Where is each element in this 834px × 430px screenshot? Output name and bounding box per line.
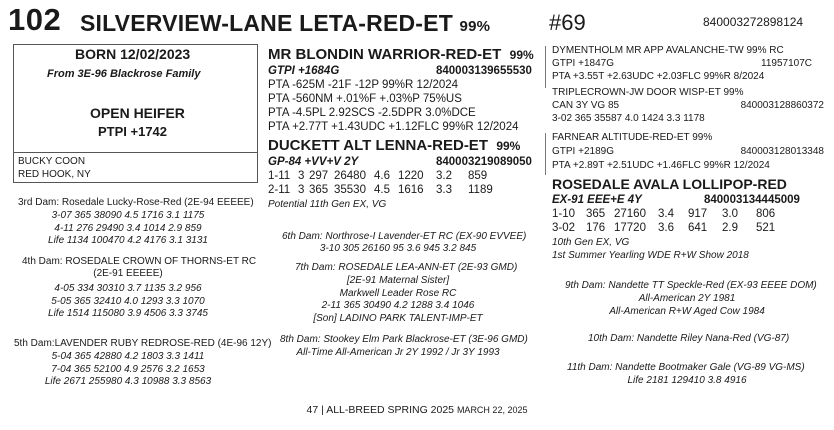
ninth-dam-records	[552, 293, 822, 318]
seventh-dam-title: 7th Dam: ROSEDALE LEA-ANN-ET (2E-93 GMD)	[295, 262, 518, 273]
sire-gtpi: GTPI +1684G	[268, 65, 340, 77]
eleventh-dam-records: Life 2181 129410 3.8 4916	[627, 375, 747, 386]
ped-line: 4-05 334 30310 3.7 1135 3.2 956	[54, 283, 202, 294]
page-footer	[0, 404, 834, 416]
fourth-dam-title: 4th Dam: ROSEDALE CROWN OF THORNS-ET RC	[22, 256, 257, 267]
eleventh-dam-title: 11th Dam: Nandette Bootmaker Gale (VG-89 VG-MS)	[567, 362, 805, 373]
breeder-info	[18, 155, 91, 181]
dam-of-sire-record: 3-02 365 35587 4.0 1424 3.3 1178	[552, 113, 705, 124]
sire-of-sire-reg: 11957107C	[761, 58, 812, 69]
fifth-dam-records	[18, 351, 238, 389]
sire-of-sire-name: DYMENTHOLM MR APP AVALANCHE-TW 99% RC	[552, 45, 784, 56]
dam-note: Potential 11th Gen EX, VG	[268, 199, 387, 210]
sire-of-dam-gtpi: GTPI +2189G	[552, 146, 614, 157]
fourth-dam-subtitle: (2E-91 EEEEE)	[93, 268, 163, 279]
dam-class: GP-84 +VV+V 2Y	[268, 156, 359, 168]
dam-of-sire-class-row	[552, 99, 824, 112]
sire-reg: 840003139655530	[436, 65, 532, 77]
dam-name	[268, 137, 520, 154]
sire-name-text: MR BLONDIN WARRIOR-RED-ET	[268, 46, 502, 63]
family-note: From 3E-96 Blackrose Family	[47, 68, 201, 80]
sixth-dam-records: 3-10 305 26160 95 3.6 945 3.2 845	[319, 243, 477, 254]
ped-line: Markwell Leader Rose RC	[339, 287, 457, 299]
dam-records	[268, 169, 498, 197]
publication-name: ALL-BREED SPRING 2025	[326, 404, 455, 416]
page-number: 47	[306, 404, 319, 416]
third-dam-title: 3rd Dam: Rosedale Lucky-Rose-Red (2E-94 EEEEE)	[18, 197, 254, 208]
animal-pct: 99%	[459, 18, 491, 35]
sire-pta-line: PTA -4.5PL 2.92SCS -2.5DPR 3.0%DCE	[268, 107, 476, 119]
ped-line: 4-11 276 29490 3.4 1014 2.9 859	[54, 222, 202, 234]
eighth-dam-records: All-Time All-American Jr 2Y 1992 / Jr 3Y 1993	[296, 347, 500, 358]
breeder-location: RED HOOK, NY	[18, 169, 91, 180]
dam-name-text: DUCKETT ALT LENNA-RED-ET	[268, 137, 488, 154]
dam-of-dam-note2: 1st Summer Yearling WDE R+W Show 2018	[552, 250, 749, 261]
dam-of-dam-reg: 840003134445009	[704, 194, 800, 206]
sire-name	[268, 46, 534, 63]
publication-date: MARCH 22, 2025	[456, 405, 528, 415]
born-box-divider	[14, 152, 257, 153]
sire-of-dam-name: FARNEAR ALTITUDE-RED-ET 99%	[552, 132, 713, 143]
ped-line: 2-11 365 30490 4.2 1288 3.4 1046	[321, 300, 475, 311]
ped-line: 5-05 365 32410 4.0 1293 3.3 1070	[51, 295, 205, 307]
dam-reg: 840003219089050	[436, 156, 532, 168]
sixth-dam-title: 6th Dam: Northrose-I Lavender-ET RC (EX-90 EVVEE)	[282, 231, 527, 242]
dam-of-dam-record-row: 3-02 176 17720 3.6 641 2.9 521	[552, 222, 776, 234]
sire-of-dam-gtpi-row	[552, 145, 824, 158]
lot-number: 102	[8, 2, 62, 37]
ped-line: All-American 2Y 1981	[638, 293, 736, 304]
ped-line: 7-04 365 52100 4.9 2576 3.2 1653	[51, 363, 205, 375]
sire-of-dam-pta: PTA +2.89T +2.51UDC +1.46FLC 99%R 12/2024	[552, 160, 770, 171]
ped-line: Life 1514 115080 3.9 4506 3.3 3745	[48, 308, 208, 319]
sire-pta-line: PTA -560NM +.01%F +.03%P 75%US	[268, 93, 462, 105]
ped-line: 5-04 365 42880 4.2 1803 3.3 1411	[51, 351, 205, 362]
born-date: BORN 12/02/2023	[75, 46, 191, 62]
fourth-dam-records	[18, 283, 238, 321]
sire-pta-list	[268, 78, 519, 134]
sire-of-sire-pta: PTA +3.55T +2.63UDC +2.03FLC 99%R 8/2024	[552, 71, 765, 82]
sire-of-dam-reg: 840003128013348	[740, 146, 824, 157]
sire-of-sire-gtpi: GTPI +1847G	[552, 58, 614, 69]
dam-record-row: 1-11 3 297 26480 4.6 1220 3.2 859	[268, 170, 488, 182]
right-bracket-mid	[545, 133, 546, 175]
dam-of-dam-class: EX-91 EEE+E 4Y	[552, 194, 642, 206]
dam-class-row	[268, 155, 538, 169]
animal-name	[80, 10, 490, 37]
ped-line: [2E-91 Maternal Sister]	[346, 275, 450, 286]
footer-separator: |	[321, 404, 324, 416]
dam-of-dam-name: ROSEDALE AVALA LOLLIPOP-RED	[552, 176, 787, 192]
sire-of-sire-gtpi-row	[552, 57, 812, 70]
dam-record-row: 2-11 3 365 35530 4.5 1616 3.3 1189	[268, 184, 493, 196]
third-dam-records	[18, 210, 238, 248]
ped-line: All-American R+W Aged Cow 1984	[609, 305, 765, 317]
dam-of-dam-record-row: 1-10 365 27160 3.4 917 3.0 806	[552, 208, 776, 220]
dam-of-dam-class-row	[552, 193, 814, 207]
eighth-dam-title: 8th Dam: Stookey Elm Park Blackrose-ET (3E-96 GMD)	[280, 334, 528, 345]
breeder-name: BUCKY COON	[18, 156, 86, 167]
dam-of-dam-records	[552, 207, 792, 235]
ped-line: [Son] LADINO PARK TALENT-IMP-ET	[313, 312, 483, 324]
dam-of-sire-name: TRIPLECROWN-JW DOOR WISP-ET 99%	[552, 87, 744, 98]
seventh-dam-records	[268, 275, 528, 325]
hash-number: #69	[549, 10, 586, 35]
registration-number: 840003272898124	[703, 15, 804, 29]
ped-line: Life 1134 100470 4.2 4176 3.1 3131	[48, 235, 208, 246]
ptpi-value: PTPI +1742	[98, 124, 168, 139]
ped-line: 3-07 365 38090 4.5 1716 3.1 1175	[51, 210, 205, 221]
sire-pta-line: PTA -625M -21F -12P 99%R 12/2024	[268, 79, 459, 91]
dam-of-sire-reg: 840003128860372	[740, 100, 824, 111]
ped-line: Life 2671 255980 4.3 10988 3.3 8563	[44, 376, 212, 387]
right-bracket-top	[545, 46, 546, 88]
dam-pct: 99%	[496, 139, 521, 153]
dam-of-sire-class: CAN 3Y VG 85	[552, 100, 620, 111]
sire-gtpi-row	[268, 64, 538, 78]
fifth-dam-title: 5th Dam:LAVENDER RUBY REDROSE-RED (4E-96 12Y)	[14, 338, 272, 349]
ninth-dam-title: 9th Dam: Nandette TT Speckle-Red (EX-93 EEEE DOM)	[565, 280, 817, 291]
animal-type: OPEN HEIFER	[90, 105, 185, 121]
tenth-dam-title: 10th Dam: Nandette Riley Nana-Red (VG-87)	[588, 333, 790, 344]
sire-pta-line: PTA +2.77T +1.43UDC +1.12FLC 99%R 12/2024	[268, 121, 519, 133]
sire-pct: 99%	[509, 48, 534, 62]
dam-of-dam-note1: 10th Gen EX, VG	[552, 237, 630, 248]
animal-name-text: SILVERVIEW-LANE LETA-RED-ET	[80, 10, 453, 36]
